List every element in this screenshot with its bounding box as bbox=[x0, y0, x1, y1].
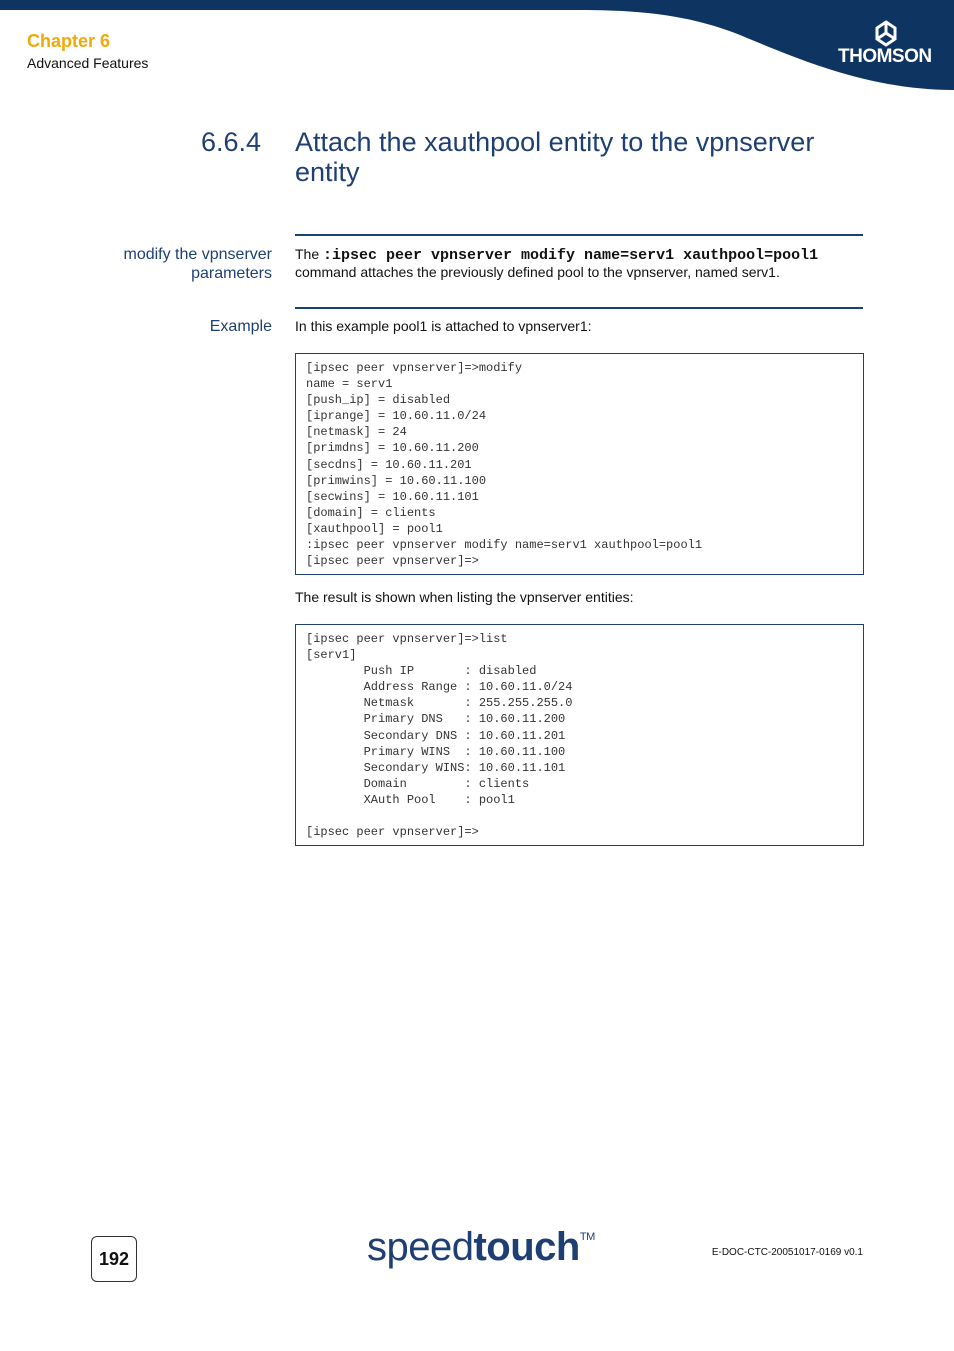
text-post: command attaches the previously defined pool to the vpnserver, named serv1. bbox=[295, 264, 780, 280]
brand-bold: touch bbox=[473, 1225, 580, 1269]
brand-tm: TM bbox=[579, 1231, 595, 1243]
text-pre: The bbox=[295, 246, 320, 262]
modify-paragraph bbox=[295, 246, 863, 281]
brand-light: speed bbox=[367, 1225, 474, 1269]
section-number: 6.6.4 bbox=[201, 127, 262, 157]
code-block-list: [ipsec peer vpnserver]=>list [serv1] Push IP : disabled Address Range : 10.60.11.0/24 Netmask : 255.255.255.0 Primary DNS : 10.60.11.200 Secondary DNS : 10.60.11.201 Primary WINS : 10.60.11.100 Secondary WINS: 10.60.11.101 Domain : clients XAuth Pool : pool1 [ipsec peer vpnserver]=> bbox=[295, 624, 864, 846]
result-text: The result is shown when listing the vpnserver entities: bbox=[295, 589, 634, 605]
page-number: 192 bbox=[91, 1236, 137, 1282]
chapter-subtitle: Advanced Features bbox=[27, 55, 149, 71]
section-title: Attach the xauthpool entity to the vpnserver entity bbox=[295, 127, 815, 187]
side-label-example: Example bbox=[209, 318, 272, 335]
document-reference: E-DOC-CTC-20051017-0169 v0.1 bbox=[711, 1247, 863, 1258]
divider bbox=[295, 307, 863, 309]
code-block-modify: [ipsec peer vpnserver]=>modify name = serv1 [push_ip] = disabled [iprange] = 10.60.11.0/24 [netmask] = 24 [primdns] = 10.60.11.200 [secdns] = 10.60.11.201 [primwins] = 10.60.11.100 [secwins] = 10.60.11.101 [domain] = clients [xauthpool] = pool1 :ipsec peer vpnserver modify name=serv1 xauthpool=pool1 [ipsec peer vpnserver]=> bbox=[295, 353, 864, 575]
logo-wordmark: THOMSON bbox=[838, 46, 932, 67]
chapter-title: Chapter 6 bbox=[27, 31, 111, 51]
divider bbox=[295, 234, 863, 236]
example-intro: In this example pool1 is attached to vpnserver1: bbox=[295, 318, 592, 334]
header-banner bbox=[0, 0, 954, 95]
speedtouch-logo bbox=[367, 1225, 595, 1270]
side-label-modify: modify the vpnserver parameters bbox=[123, 246, 272, 282]
command-text: :ipsec peer vpnserver modify name=serv1 xauthpool=pool1 bbox=[323, 247, 819, 264]
